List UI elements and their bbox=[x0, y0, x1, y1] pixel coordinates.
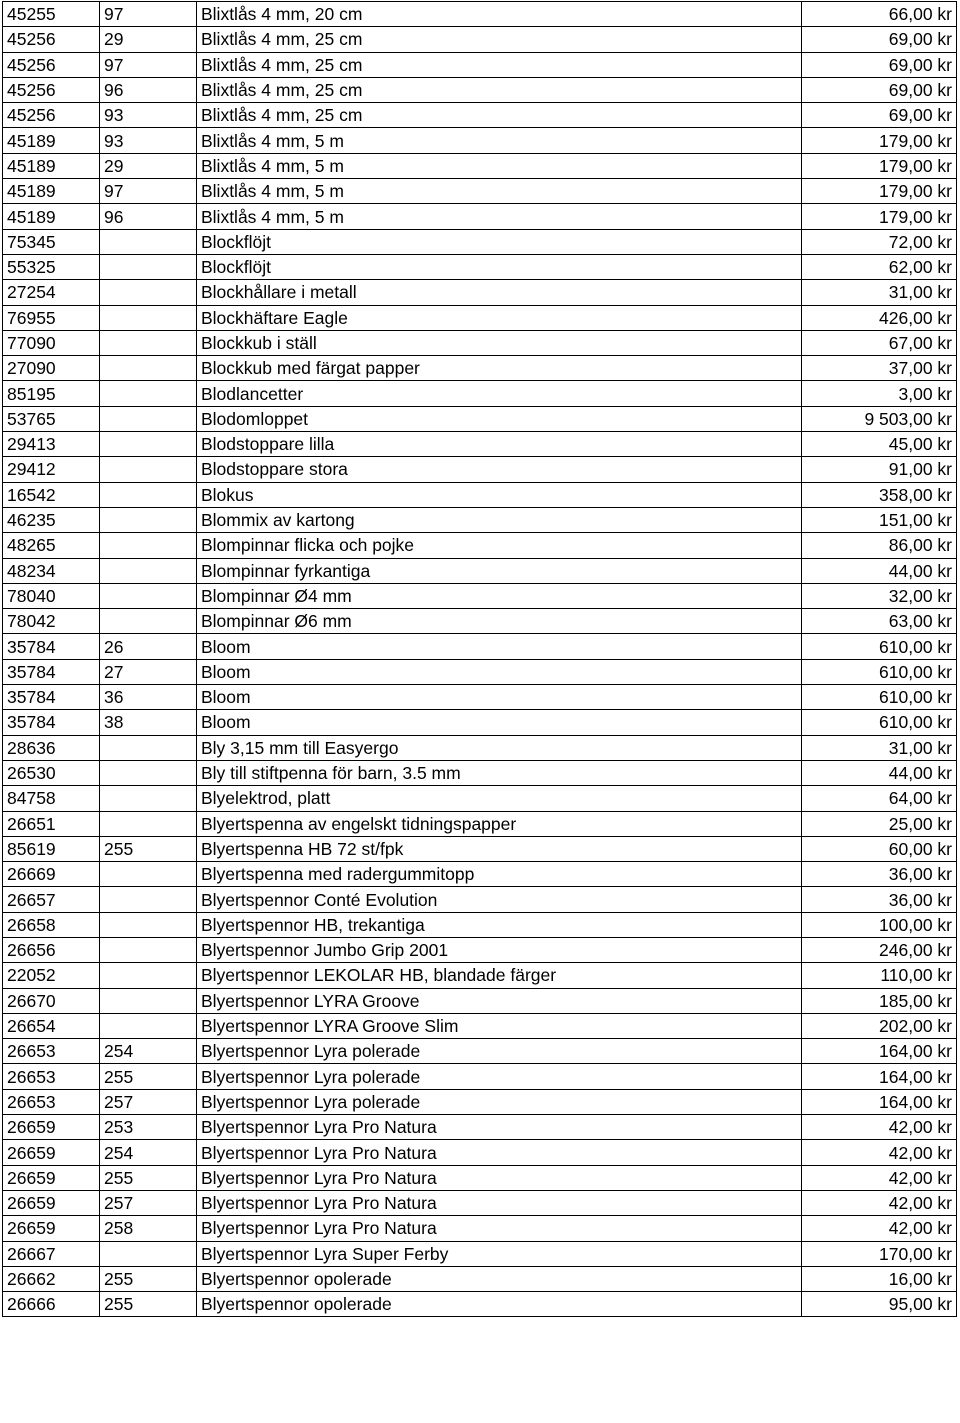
product-name-cell: Blompinnar Ø4 mm bbox=[197, 583, 802, 608]
article-number-cell: 26658 bbox=[3, 912, 100, 937]
table-row bbox=[3, 988, 957, 1013]
price-cell: 69,00 kr bbox=[802, 103, 957, 128]
article-number-cell: 77090 bbox=[3, 330, 100, 355]
article-number-cell: 85619 bbox=[3, 836, 100, 861]
price-cell: 610,00 kr bbox=[802, 659, 957, 684]
variant-code-cell bbox=[100, 912, 197, 937]
table-row bbox=[3, 2, 957, 27]
product-name-cell: Blixtlås 4 mm, 25 cm bbox=[197, 77, 802, 102]
price-cell: 45,00 kr bbox=[802, 432, 957, 457]
variant-code-cell: 257 bbox=[100, 1190, 197, 1215]
article-number-cell: 35784 bbox=[3, 685, 100, 710]
variant-code-cell bbox=[100, 811, 197, 836]
variant-code-cell: 96 bbox=[100, 77, 197, 102]
variant-code-cell bbox=[100, 735, 197, 760]
price-cell: 16,00 kr bbox=[802, 1266, 957, 1291]
variant-code-cell: 254 bbox=[100, 1039, 197, 1064]
price-cell: 63,00 kr bbox=[802, 609, 957, 634]
variant-code-cell bbox=[100, 1013, 197, 1038]
price-cell: 164,00 kr bbox=[802, 1039, 957, 1064]
price-cell: 170,00 kr bbox=[802, 1241, 957, 1266]
article-number-cell: 84758 bbox=[3, 786, 100, 811]
price-cell: 179,00 kr bbox=[802, 128, 957, 153]
product-name-cell: Blyertspennor LYRA Groove Slim bbox=[197, 1013, 802, 1038]
product-name-cell: Blyertspennor Lyra Pro Natura bbox=[197, 1165, 802, 1190]
variant-code-cell bbox=[100, 533, 197, 558]
price-cell: 179,00 kr bbox=[802, 153, 957, 178]
table-row bbox=[3, 27, 957, 52]
product-name-cell: Blockhäftare Eagle bbox=[197, 305, 802, 330]
article-number-cell: 26651 bbox=[3, 811, 100, 836]
product-name-cell: Blodlancetter bbox=[197, 381, 802, 406]
product-name-cell: Blockhållare i metall bbox=[197, 280, 802, 305]
variant-code-cell bbox=[100, 963, 197, 988]
product-name-cell: Blompinnar Ø6 mm bbox=[197, 609, 802, 634]
product-name-cell: Bloom bbox=[197, 634, 802, 659]
table-row bbox=[3, 887, 957, 912]
variant-code-cell bbox=[100, 786, 197, 811]
price-cell: 44,00 kr bbox=[802, 558, 957, 583]
product-name-cell: Blixtlås 4 mm, 5 m bbox=[197, 179, 802, 204]
price-cell: 64,00 kr bbox=[802, 786, 957, 811]
product-name-cell: Blyertspenna av engelskt tidningspapper bbox=[197, 811, 802, 836]
table-row bbox=[3, 735, 957, 760]
price-cell: 110,00 kr bbox=[802, 963, 957, 988]
variant-code-cell bbox=[100, 1241, 197, 1266]
product-name-cell: Blyertspennor LEKOLAR HB, blandade färger bbox=[197, 963, 802, 988]
variant-code-cell: 97 bbox=[100, 52, 197, 77]
variant-code-cell bbox=[100, 406, 197, 431]
table-row bbox=[3, 1266, 957, 1291]
table-row bbox=[3, 1190, 957, 1215]
product-name-cell: Blixtlås 4 mm, 20 cm bbox=[197, 2, 802, 27]
product-name-cell: Blixtlås 4 mm, 25 cm bbox=[197, 27, 802, 52]
article-number-cell: 53765 bbox=[3, 406, 100, 431]
table-row bbox=[3, 103, 957, 128]
article-number-cell: 26656 bbox=[3, 937, 100, 962]
variant-code-cell: 26 bbox=[100, 634, 197, 659]
variant-code-cell bbox=[100, 482, 197, 507]
table-row bbox=[3, 811, 957, 836]
table-row bbox=[3, 836, 957, 861]
price-cell: 69,00 kr bbox=[802, 52, 957, 77]
product-name-cell: Blyertspennor Lyra Super Ferby bbox=[197, 1241, 802, 1266]
table-row bbox=[3, 912, 957, 937]
variant-code-cell bbox=[100, 609, 197, 634]
article-number-cell: 45256 bbox=[3, 52, 100, 77]
product-name-cell: Blixtlås 4 mm, 25 cm bbox=[197, 52, 802, 77]
price-cell: 91,00 kr bbox=[802, 457, 957, 482]
product-name-cell: Blyertspennor opolerade bbox=[197, 1292, 802, 1317]
product-name-cell: Blixtlås 4 mm, 5 m bbox=[197, 153, 802, 178]
article-number-cell: 45189 bbox=[3, 204, 100, 229]
product-name-cell: Blodstoppare lilla bbox=[197, 432, 802, 457]
table-row bbox=[3, 1216, 957, 1241]
variant-code-cell: 27 bbox=[100, 659, 197, 684]
article-number-cell: 76955 bbox=[3, 305, 100, 330]
article-number-cell: 26659 bbox=[3, 1190, 100, 1215]
price-cell: 95,00 kr bbox=[802, 1292, 957, 1317]
product-name-cell: Blodstoppare stora bbox=[197, 457, 802, 482]
table-row bbox=[3, 1115, 957, 1140]
variant-code-cell: 38 bbox=[100, 710, 197, 735]
variant-code-cell bbox=[100, 937, 197, 962]
variant-code-cell bbox=[100, 558, 197, 583]
product-name-cell: Bly till stiftpenna för barn, 3.5 mm bbox=[197, 760, 802, 785]
product-name-cell: Blokus bbox=[197, 482, 802, 507]
variant-code-cell: 29 bbox=[100, 153, 197, 178]
table-row bbox=[3, 1064, 957, 1089]
price-cell: 610,00 kr bbox=[802, 710, 957, 735]
article-number-cell: 75345 bbox=[3, 229, 100, 254]
product-name-cell: Blompinnar flicka och pojke bbox=[197, 533, 802, 558]
price-cell: 69,00 kr bbox=[802, 27, 957, 52]
product-name-cell: Blyelektrod, platt bbox=[197, 786, 802, 811]
price-cell: 37,00 kr bbox=[802, 356, 957, 381]
price-cell: 164,00 kr bbox=[802, 1089, 957, 1114]
price-cell: 62,00 kr bbox=[802, 254, 957, 279]
product-name-cell: Blixtlås 4 mm, 25 cm bbox=[197, 103, 802, 128]
table-row bbox=[3, 229, 957, 254]
price-cell: 42,00 kr bbox=[802, 1140, 957, 1165]
table-row bbox=[3, 786, 957, 811]
price-cell: 164,00 kr bbox=[802, 1064, 957, 1089]
table-row bbox=[3, 685, 957, 710]
table-row bbox=[3, 609, 957, 634]
variant-code-cell bbox=[100, 583, 197, 608]
variant-code-cell bbox=[100, 457, 197, 482]
variant-code-cell: 255 bbox=[100, 836, 197, 861]
article-number-cell: 16542 bbox=[3, 482, 100, 507]
article-number-cell: 26659 bbox=[3, 1115, 100, 1140]
variant-code-cell: 96 bbox=[100, 204, 197, 229]
product-name-cell: Blyertspenna med radergummitopp bbox=[197, 862, 802, 887]
table-row bbox=[3, 153, 957, 178]
article-number-cell: 22052 bbox=[3, 963, 100, 988]
variant-code-cell bbox=[100, 356, 197, 381]
table-row bbox=[3, 1241, 957, 1266]
table-row bbox=[3, 330, 957, 355]
variant-code-cell bbox=[100, 432, 197, 457]
price-cell: 31,00 kr bbox=[802, 280, 957, 305]
product-name-cell: Blyertspennor Lyra Pro Natura bbox=[197, 1190, 802, 1215]
variant-code-cell: 97 bbox=[100, 2, 197, 27]
price-cell: 42,00 kr bbox=[802, 1216, 957, 1241]
price-cell: 66,00 kr bbox=[802, 2, 957, 27]
product-name-cell: Blyertspennor Lyra Pro Natura bbox=[197, 1115, 802, 1140]
price-cell: 36,00 kr bbox=[802, 862, 957, 887]
product-name-cell: Blyertspennor Lyra polerade bbox=[197, 1089, 802, 1114]
article-number-cell: 27090 bbox=[3, 356, 100, 381]
article-number-cell: 78040 bbox=[3, 583, 100, 608]
variant-code-cell bbox=[100, 862, 197, 887]
product-name-cell: Bloom bbox=[197, 685, 802, 710]
table-row bbox=[3, 406, 957, 431]
product-name-cell: Blockkub med färgat papper bbox=[197, 356, 802, 381]
variant-code-cell bbox=[100, 760, 197, 785]
product-name-cell: Bloom bbox=[197, 710, 802, 735]
product-name-cell: Blixtlås 4 mm, 5 m bbox=[197, 204, 802, 229]
article-number-cell: 48265 bbox=[3, 533, 100, 558]
article-number-cell: 26657 bbox=[3, 887, 100, 912]
article-number-cell: 45189 bbox=[3, 153, 100, 178]
price-cell: 3,00 kr bbox=[802, 381, 957, 406]
variant-code-cell bbox=[100, 229, 197, 254]
product-name-cell: Blyertspennor LYRA Groove bbox=[197, 988, 802, 1013]
product-name-cell: Blyertspennor HB, trekantiga bbox=[197, 912, 802, 937]
table-row bbox=[3, 583, 957, 608]
article-number-cell: 45189 bbox=[3, 179, 100, 204]
variant-code-cell: 255 bbox=[100, 1165, 197, 1190]
price-cell: 67,00 kr bbox=[802, 330, 957, 355]
article-number-cell: 26667 bbox=[3, 1241, 100, 1266]
table-row bbox=[3, 963, 957, 988]
price-cell: 36,00 kr bbox=[802, 887, 957, 912]
table-row bbox=[3, 1140, 957, 1165]
product-name-cell: Bloom bbox=[197, 659, 802, 684]
price-cell: 610,00 kr bbox=[802, 685, 957, 710]
variant-code-cell bbox=[100, 280, 197, 305]
price-cell: 32,00 kr bbox=[802, 583, 957, 608]
article-number-cell: 28636 bbox=[3, 735, 100, 760]
variant-code-cell: 36 bbox=[100, 685, 197, 710]
article-number-cell: 26654 bbox=[3, 1013, 100, 1038]
price-cell: 246,00 kr bbox=[802, 937, 957, 962]
article-number-cell: 26659 bbox=[3, 1165, 100, 1190]
article-number-cell: 26530 bbox=[3, 760, 100, 785]
table-row bbox=[3, 432, 957, 457]
article-number-cell: 26653 bbox=[3, 1039, 100, 1064]
table-row bbox=[3, 356, 957, 381]
product-name-cell: Blyertspennor Jumbo Grip 2001 bbox=[197, 937, 802, 962]
article-number-cell: 35784 bbox=[3, 634, 100, 659]
product-name-cell: Bly 3,15 mm till Easyergo bbox=[197, 735, 802, 760]
article-number-cell: 26666 bbox=[3, 1292, 100, 1317]
price-cell: 25,00 kr bbox=[802, 811, 957, 836]
table-row bbox=[3, 128, 957, 153]
price-cell: 202,00 kr bbox=[802, 1013, 957, 1038]
product-name-cell: Blockflöjt bbox=[197, 254, 802, 279]
product-name-cell: Blyertspenna HB 72 st/fpk bbox=[197, 836, 802, 861]
article-number-cell: 26670 bbox=[3, 988, 100, 1013]
price-cell: 610,00 kr bbox=[802, 634, 957, 659]
price-cell: 9 503,00 kr bbox=[802, 406, 957, 431]
article-number-cell: 26662 bbox=[3, 1266, 100, 1291]
table-row bbox=[3, 634, 957, 659]
product-name-cell: Blockkub i ställ bbox=[197, 330, 802, 355]
product-name-cell: Blyertspennor opolerade bbox=[197, 1266, 802, 1291]
table-row bbox=[3, 862, 957, 887]
product-name-cell: Blompinnar fyrkantiga bbox=[197, 558, 802, 583]
product-name-cell: Blommix av kartong bbox=[197, 507, 802, 532]
article-number-cell: 26659 bbox=[3, 1140, 100, 1165]
article-number-cell: 78042 bbox=[3, 609, 100, 634]
price-cell: 72,00 kr bbox=[802, 229, 957, 254]
table-row bbox=[3, 381, 957, 406]
variant-code-cell: 93 bbox=[100, 103, 197, 128]
price-list-body bbox=[3, 2, 957, 1317]
table-row bbox=[3, 1013, 957, 1038]
table-row bbox=[3, 507, 957, 532]
product-name-cell: Blyertspennor Lyra polerade bbox=[197, 1039, 802, 1064]
table-row bbox=[3, 52, 957, 77]
price-cell: 42,00 kr bbox=[802, 1190, 957, 1215]
article-number-cell: 45256 bbox=[3, 103, 100, 128]
table-row bbox=[3, 937, 957, 962]
table-row bbox=[3, 1292, 957, 1317]
variant-code-cell: 257 bbox=[100, 1089, 197, 1114]
price-cell: 426,00 kr bbox=[802, 305, 957, 330]
table-row bbox=[3, 1089, 957, 1114]
article-number-cell: 26659 bbox=[3, 1216, 100, 1241]
product-name-cell: Blyertspennor Lyra Pro Natura bbox=[197, 1140, 802, 1165]
product-name-cell: Blyertspennor Conté Evolution bbox=[197, 887, 802, 912]
table-row bbox=[3, 204, 957, 229]
table-row bbox=[3, 179, 957, 204]
variant-code-cell: 253 bbox=[100, 1115, 197, 1140]
variant-code-cell: 255 bbox=[100, 1266, 197, 1291]
variant-code-cell bbox=[100, 305, 197, 330]
table-row bbox=[3, 77, 957, 102]
price-cell: 151,00 kr bbox=[802, 507, 957, 532]
product-name-cell: Blyertspennor Lyra Pro Natura bbox=[197, 1216, 802, 1241]
table-row bbox=[3, 1039, 957, 1064]
article-number-cell: 29413 bbox=[3, 432, 100, 457]
price-cell: 44,00 kr bbox=[802, 760, 957, 785]
variant-code-cell: 93 bbox=[100, 128, 197, 153]
article-number-cell: 45256 bbox=[3, 77, 100, 102]
article-number-cell: 35784 bbox=[3, 710, 100, 735]
product-name-cell: Blixtlås 4 mm, 5 m bbox=[197, 128, 802, 153]
variant-code-cell: 255 bbox=[100, 1292, 197, 1317]
price-cell: 60,00 kr bbox=[802, 836, 957, 861]
variant-code-cell: 97 bbox=[100, 179, 197, 204]
variant-code-cell bbox=[100, 507, 197, 532]
article-number-cell: 48234 bbox=[3, 558, 100, 583]
article-number-cell: 85195 bbox=[3, 381, 100, 406]
table-row bbox=[3, 280, 957, 305]
price-cell: 185,00 kr bbox=[802, 988, 957, 1013]
article-number-cell: 27254 bbox=[3, 280, 100, 305]
table-row bbox=[3, 710, 957, 735]
price-cell: 69,00 kr bbox=[802, 77, 957, 102]
variant-code-cell: 255 bbox=[100, 1064, 197, 1089]
article-number-cell: 26669 bbox=[3, 862, 100, 887]
table-row bbox=[3, 305, 957, 330]
price-cell: 179,00 kr bbox=[802, 179, 957, 204]
article-number-cell: 45189 bbox=[3, 128, 100, 153]
variant-code-cell: 29 bbox=[100, 27, 197, 52]
price-list-table bbox=[2, 1, 957, 1317]
table-row bbox=[3, 558, 957, 583]
price-cell: 42,00 kr bbox=[802, 1115, 957, 1140]
product-name-cell: Blyertspennor Lyra polerade bbox=[197, 1064, 802, 1089]
variant-code-cell bbox=[100, 988, 197, 1013]
article-number-cell: 35784 bbox=[3, 659, 100, 684]
table-row bbox=[3, 457, 957, 482]
variant-code-cell bbox=[100, 381, 197, 406]
variant-code-cell bbox=[100, 887, 197, 912]
table-row bbox=[3, 482, 957, 507]
variant-code-cell: 258 bbox=[100, 1216, 197, 1241]
article-number-cell: 29412 bbox=[3, 457, 100, 482]
table-row bbox=[3, 760, 957, 785]
article-number-cell: 55325 bbox=[3, 254, 100, 279]
variant-code-cell bbox=[100, 254, 197, 279]
article-number-cell: 26653 bbox=[3, 1064, 100, 1089]
variant-code-cell: 254 bbox=[100, 1140, 197, 1165]
article-number-cell: 26653 bbox=[3, 1089, 100, 1114]
price-cell: 179,00 kr bbox=[802, 204, 957, 229]
table-row bbox=[3, 533, 957, 558]
product-name-cell: Blockflöjt bbox=[197, 229, 802, 254]
price-cell: 31,00 kr bbox=[802, 735, 957, 760]
price-cell: 86,00 kr bbox=[802, 533, 957, 558]
product-name-cell: Blodomloppet bbox=[197, 406, 802, 431]
article-number-cell: 46235 bbox=[3, 507, 100, 532]
table-row bbox=[3, 254, 957, 279]
price-cell: 358,00 kr bbox=[802, 482, 957, 507]
article-number-cell: 45256 bbox=[3, 27, 100, 52]
variant-code-cell bbox=[100, 330, 197, 355]
article-number-cell: 45255 bbox=[3, 2, 100, 27]
table-row bbox=[3, 659, 957, 684]
table-row bbox=[3, 1165, 957, 1190]
price-cell: 42,00 kr bbox=[802, 1165, 957, 1190]
price-cell: 100,00 kr bbox=[802, 912, 957, 937]
